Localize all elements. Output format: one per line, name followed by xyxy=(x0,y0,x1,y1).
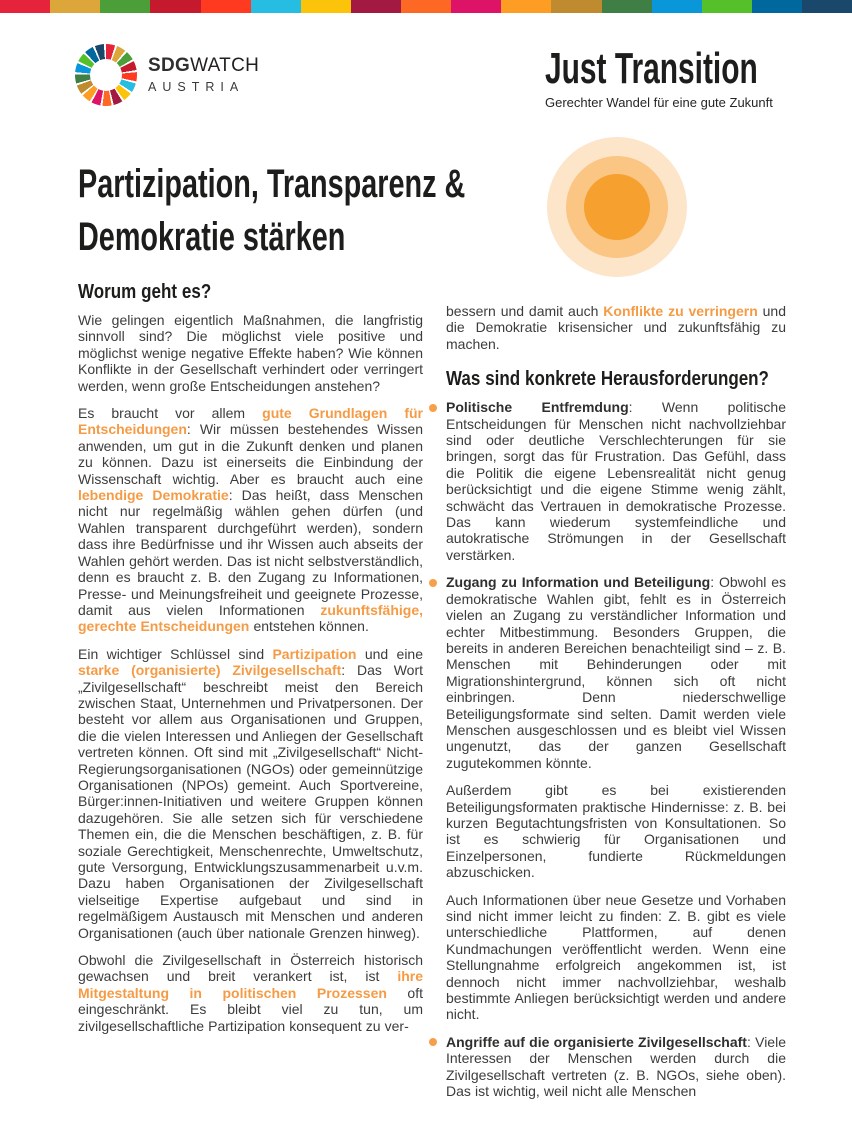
logo-line-1 xyxy=(148,56,259,77)
challenge-extra-informationen: Auch Informationen über neue Gesetze und Vorhaben sind nicht immer leicht zu finden: Z. B. gibt es viele unterschiedliche Plattformen, auf denen Kundmachungen veröffentlicht werden. Wenn eine Stellungnahme erfolgreich angekommen ist, ist dennoch nicht immer nachvollziehbar, weshalb bestimmte Anliegen berücksichtigt werden und andere nicht. xyxy=(446,891,786,1023)
challenge-item-zugang-information: Zugang zu Information und Beteiligung: Obwohl es demokratische Wahlen gibt, fehlt es in Österreich vielen an Zugang zu verständlicher Information und echter Mitbestimmung. Besonders Gruppen, die bereits in anderen Bereichen benachteiligt sind – z. B. Menschen mit Behinderungen oder mit Migrationshintergrund, können sich oft nicht einbringen. Denn niederschwellige Beteiligungsformate sind selten. Damit werden viele Menschen ausgeschlossen und es bleibt viel Wissen ungenutzt, das der ganzen Gesellschaft zugutekommen könnte. xyxy=(446,574,787,771)
circle-inner xyxy=(584,174,650,240)
paragraph-continuation: bessern und damit auch Konflikte zu verringern und die Demokratie krisensicher und zukunftsfähig zu machen. xyxy=(446,303,787,352)
left-column xyxy=(78,281,423,1045)
paragraph-mitgestaltung: Obwohl die Zivilgesellschaft in Österreich historisch gewachsen und breit verankert ist, ist ihre Mitgestaltung in politischen Prozessen oft eingeschränkt. Es bleibt viel zu tun, um zivilgesellschaftliche Partizipation konsequent zu ver- xyxy=(78,952,424,1034)
brand-subtitle: Gerechter Wandel für eine gute Zukunft xyxy=(545,95,773,111)
logo-austria-text: AUSTRIA xyxy=(148,79,245,94)
sdg-color-bar xyxy=(0,0,852,13)
sdg-wheel-icon xyxy=(75,44,137,106)
right-column xyxy=(446,303,786,1110)
paragraph-zivilgesellschaft: Ein wichtiger Schlüssel sind Partizipation und eine starke (organisierte) Zivilgesellschaft: Das Wort „Zivilgesellschaft“ beschreibt meist den Bereich zwischen Staat, Unternehmen und Privatpersonen. Der besteht vor allem aus Organisationen und Gruppen, die die vielen Interessen und Anliegen der Gesellschaft vertreten können. Oft sind mit „Zivilgesellschaft“ Nicht-Regierungsorganisationen (NGOs) oder gemeinnützige Organisationen (NPOs) gemeint. Auch Sportvereine, Bürger:innen-Initiativen und weitere Gruppen können dazugehören. Sie alle setzen sich für verschiedene Themen ein, die die Menschen beschäftigen, z. B. für soziale Gerechtigkeit, Menschenrechte, Umweltschutz, gute Versorgung, Entwicklungszusammenarbeit u.v.m. Dazu haben Organisationen der Zivilgesellschaft vielseitige Expertise aufgebaut und sind in regelmäßigem Austausch mit Menschen und anderen Organisationen (auch über nationale Grenzen hinweg). xyxy=(78,645,424,941)
paragraph-intro: Wie gelingen eigentlich Maßnahmen, die langfristig sinnvoll sind? Die möglichst viele positive und möglichst wenige negative Effekte haben? Wie können Konflikte in der Gesellschaft verhindert oder verringert werden, wenn große Entscheidungen anstehen? xyxy=(78,312,423,394)
brand-block xyxy=(545,46,852,110)
challenge-extra-hindernisse: Außerdem gibt es bei existierenden Beteiligungsformaten praktische Hindernisse: z. B. bei kurzen Begutachtungsfristen von Konsultationen. So ist es schwierig für Organisationen und Einzelpersonen, fundierte Rückmeldungen abzuschicken. xyxy=(446,782,786,881)
brand-title: Just Transition xyxy=(545,44,758,93)
challenge-item-politische-entfremdung: Politische Entfremdung: Wenn politische Entscheidungen für Menschen nicht nachvollziehbar sind oder deutliche Verschlechterungen für sie bringen, sorgt das für Frustration. Das Gefühl, dass die Politik die eigene Lebensrealität nicht genug berücksichtigt und die eigene Stimme wenig zählt, schwächt das Vertrauen in demokratische Prozesse. Das kann wiederum systemfeindliche und autokratische Strömungen in der Gesellschaft verstärken. xyxy=(446,399,786,563)
logo-watch-text: WATCH xyxy=(190,55,260,77)
page-title xyxy=(78,158,465,264)
paragraph-grundlagen: Es braucht vor allem gute Grundlagen für Entscheidungen: Wir müssen bestehendes Wissen anwenden, um gut in die Zukunft denken und planen zu können. Dazu ist einerseits die Einbindung der Wissenschaft wichtig. Aber es braucht auch eine lebendige Demokratie: Das heißt, dass Menschen nicht nur regelmäßig wählen gehen dürfen (und Wahlen transparent durchgeführt werden), sondern dass ihre Bedürfnisse und ihr Wissen auch abseits der Wahlen gehört werden. Das ist nicht selbstverständlich, denn es braucht z. B. den Zugang zu Informationen, Presse- und Meinungsfreiheit und geeignete Prozesse, damit aus vielen Informationen zukunftsfähige, gerechte Entscheidungen entstehen können. xyxy=(78,405,424,635)
page-title-line-1: Partizipation, Transparenz & xyxy=(78,162,466,206)
logo-sdg-text: SDG xyxy=(148,55,191,77)
orange-circles-graphic xyxy=(547,137,687,277)
section-heading-herausforderungen: Was sind konkrete Herausforderungen? xyxy=(446,368,769,391)
sdg-wheel-center xyxy=(90,59,122,91)
logo-wordmark xyxy=(148,56,259,94)
sdg-watch-logo xyxy=(75,44,259,106)
page-title-line-2: Demokratie stärken xyxy=(78,215,346,259)
section-heading-worum-geht-es: Worum geht es? xyxy=(78,281,212,303)
challenge-item-angriffe-zivilgesellschaft: Angriffe auf die organisierte Zivilgesellschaft: Viele Interessen der Menschen werden durch die Zivilgesellschaft vertreten (z. B. NGOs, siehe oben). Das ist wichtig, weil nicht alle Menschen xyxy=(446,1033,786,1100)
